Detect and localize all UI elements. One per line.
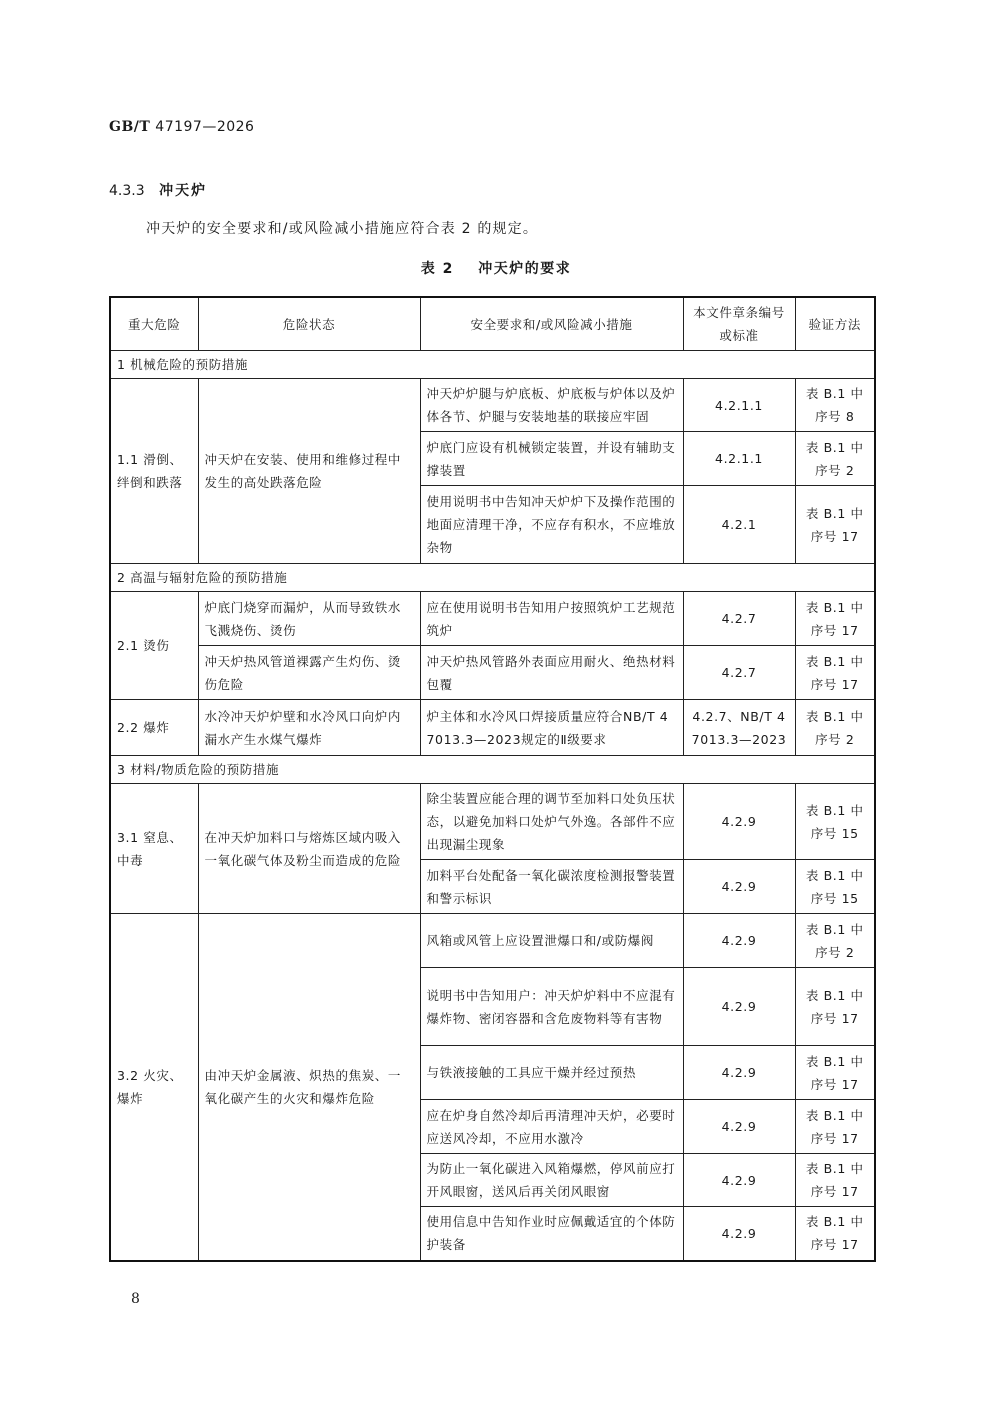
table-row	[110, 592, 875, 646]
verify-cell: 表 B.1 中序号 2	[795, 432, 875, 486]
state-cell: 炉底门烧穿而漏炉，从而导致铁水飞溅烧伤、烫伤	[198, 592, 420, 646]
clause-cell: 4.2.9	[683, 784, 795, 860]
verify-cell: 表 B.1 中序号 2	[795, 914, 875, 968]
measure-cell: 使用信息中告知作业时应佩戴适宜的个体防护装备	[420, 1207, 683, 1261]
hazard-cell: 1.1 滑倒、绊倒和跌落	[110, 379, 198, 564]
measure-cell: 加料平台处配备一氧化碳浓度检测报警装置和警示标识	[420, 860, 683, 914]
state-cell: 由冲天炉金属液、炽热的焦炭、一氧化碳产生的火灾和爆炸危险	[198, 914, 420, 1261]
hazard-cell: 2.2 爆炸	[110, 700, 198, 756]
measure-cell: 冲天炉炉腿与炉底板、炉底板与炉体以及炉体各节、炉腿与安装地基的联接应牢固	[420, 379, 683, 432]
measure-cell: 冲天炉热风管路外表面应用耐火、绝热材料包覆	[420, 646, 683, 700]
state-cell: 冲天炉在安装、使用和维修过程中发生的高处跌落危险	[198, 379, 420, 564]
table-header-row	[110, 297, 875, 351]
verify-cell: 表 B.1 中序号 17	[795, 646, 875, 700]
header-clause: 本文件章条编号或标准	[683, 297, 795, 351]
verify-cell: 表 B.1 中序号 8	[795, 379, 875, 432]
clause-cell: 4.2.1	[683, 486, 795, 564]
hazard-cell: 3.1 窒息、中毒	[110, 784, 198, 914]
verify-cell: 表 B.1 中序号 17	[795, 1207, 875, 1261]
table-row	[110, 700, 875, 756]
table-row	[110, 646, 875, 700]
body-paragraph: 冲天炉的安全要求和/或风险减小措施应符合表 2 的规定。	[146, 221, 539, 237]
verify-cell: 表 B.1 中序号 17	[795, 486, 875, 564]
clause-cell: 4.2.1.1	[683, 432, 795, 486]
table-title: 冲天炉的要求	[478, 261, 572, 277]
verify-cell: 表 B.1 中序号 17	[795, 592, 875, 646]
measure-cell: 应在炉身自然冷却后再清理冲天炉，必要时应送风冷却，不应用水激冷	[420, 1100, 683, 1154]
verify-cell: 表 B.1 中序号 17	[795, 1100, 875, 1154]
clause-cell: 4.2.9	[683, 968, 795, 1046]
measure-cell: 除尘装置应能合理的调节至加料口处负压状态，以避免加料口处炉气外逸。各部件不应出现漏尘现象	[420, 784, 683, 860]
state-cell: 水冷冲天炉炉壁和水冷风口向炉内漏水产生水煤气爆炸	[198, 700, 420, 756]
group-title: 3 材料/物质危险的预防措施	[110, 756, 875, 784]
verify-cell: 表 B.1 中序号 2	[795, 700, 875, 756]
clause-cell: 4.2.9	[683, 1100, 795, 1154]
table-row	[110, 914, 875, 968]
measure-cell: 与铁液接触的工具应干燥并经过预热	[420, 1046, 683, 1100]
measure-cell: 风箱或风管上应设置泄爆口和/或防爆阀	[420, 914, 683, 968]
state-cell: 冲天炉热风管道裸露产生灼伤、烫伤危险	[198, 646, 420, 700]
measure-cell: 炉主体和水冷风口焊接质量应符合NB/T 47013.3—2023规定的Ⅱ级要求	[420, 700, 683, 756]
verify-cell: 表 B.1 中序号 17	[795, 968, 875, 1046]
hazard-cell: 2.1 烫伤	[110, 592, 198, 700]
clause-cell: 4.2.9	[683, 1154, 795, 1207]
measure-cell: 炉底门应设有机械锁定装置，并设有辅助支撑装置	[420, 432, 683, 486]
group-row	[110, 351, 875, 379]
group-row	[110, 756, 875, 784]
requirements-table	[109, 296, 876, 1262]
table-row	[110, 379, 875, 432]
measure-cell: 使用说明书中告知冲天炉炉下及操作范围的地面应清理干净，不应存有积水，不应堆放杂物	[420, 486, 683, 564]
verify-cell: 表 B.1 中序号 15	[795, 860, 875, 914]
table-caption	[0, 258, 992, 278]
table-number: 表 2	[420, 261, 454, 277]
verify-cell: 表 B.1 中序号 17	[795, 1154, 875, 1207]
standard-prefix: GB/T	[109, 119, 151, 135]
section-title: 冲天炉	[159, 183, 208, 199]
header-verify: 验证方法	[795, 297, 875, 351]
clause-cell: 4.2.7	[683, 592, 795, 646]
header-state: 危险状态	[198, 297, 420, 351]
clause-cell: 4.2.9	[683, 1207, 795, 1261]
header-hazard: 重大危险	[110, 297, 198, 351]
header-measure: 安全要求和/或风险减小措施	[420, 297, 683, 351]
state-cell: 在冲天炉加料口与熔炼区域内吸入一氧化碳气体及粉尘而造成的危险	[198, 784, 420, 914]
clause-cell: 4.2.9	[683, 860, 795, 914]
measure-cell: 说明书中告知用户：冲天炉炉料中不应混有爆炸物、密闭容器和含危废物料等有害物	[420, 968, 683, 1046]
section-heading	[109, 180, 207, 200]
clause-cell: 4.2.9	[683, 1046, 795, 1100]
measure-cell: 应在使用说明书告知用户按照筑炉工艺规范筑炉	[420, 592, 683, 646]
clause-cell: 4.2.9	[683, 914, 795, 968]
clause-cell: 4.2.7	[683, 646, 795, 700]
measure-cell: 为防止一氧化碳进入风箱爆燃，停风前应打开风眼窗，送风后再关闭风眼窗	[420, 1154, 683, 1207]
group-title: 2 高温与辐射危险的预防措施	[110, 564, 875, 592]
page-number: 8	[131, 1291, 140, 1307]
group-title: 1 机械危险的预防措施	[110, 351, 875, 379]
hazard-cell: 3.2 火灾、爆炸	[110, 914, 198, 1261]
verify-cell: 表 B.1 中序号 15	[795, 784, 875, 860]
clause-cell: 4.2.1.1	[683, 379, 795, 432]
standard-code	[109, 119, 254, 135]
standard-number: 47197—2026	[155, 119, 255, 135]
section-number: 4.3.3	[109, 183, 145, 199]
verify-cell: 表 B.1 中序号 17	[795, 1046, 875, 1100]
clause-cell: 4.2.7、NB/T 47013.3—2023	[683, 700, 795, 756]
group-row	[110, 564, 875, 592]
table-row	[110, 784, 875, 860]
